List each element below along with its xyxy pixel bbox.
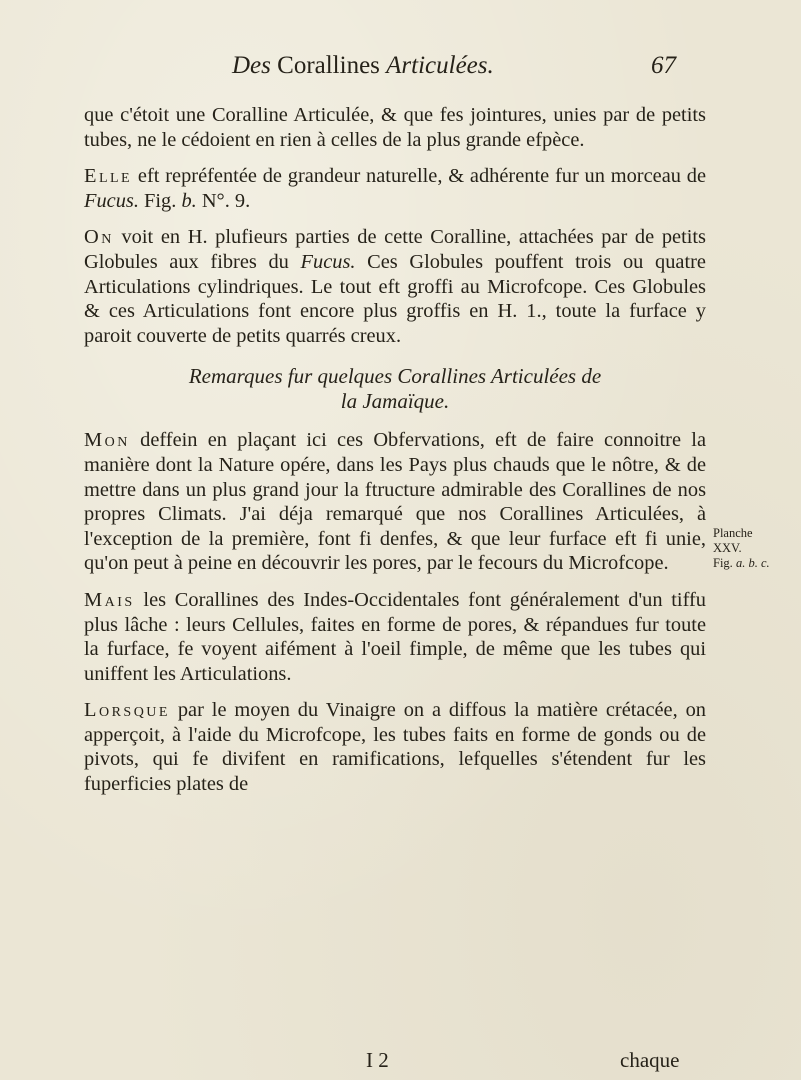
signature-mark: I 2 <box>366 1048 389 1072</box>
paragraph-3-text-a: voit en H. plufieurs parties de cette Coralline, attachées par de petits Globules aux fibres du <box>84 226 706 273</box>
page-header <box>0 52 801 92</box>
paragraph-4 <box>84 428 706 576</box>
page-number: 67 <box>651 52 676 79</box>
paragraph-5-lead: Mais <box>84 588 135 611</box>
running-title-main: Corallines <box>277 52 380 79</box>
running-title-prefix: Des <box>232 52 271 79</box>
section-heading-line-2: la Jamaïque. <box>340 389 450 414</box>
margin-note-figures <box>713 556 791 571</box>
paragraph-3-fucus: Fucus. <box>300 250 356 273</box>
paragraph-5 <box>84 588 706 686</box>
margin-note-fig-prefix: Fig. <box>713 556 736 570</box>
paragraph-2 <box>84 164 706 213</box>
paragraph-2-text-c: N°. 9. <box>196 189 251 212</box>
paragraph-1-text: que c'étoit une Coralline Articulée, & que fes jointures, unies par de petits tubes, ne le cédoient en rien à celles de la plus grande efpèce. <box>84 104 706 151</box>
margin-note-plate-number: XXV. <box>713 541 742 555</box>
paragraph-2-text-a: eft repréfentée de grandeur naturelle, & adhérente fur un morceau de <box>132 165 706 188</box>
paragraph-3 <box>84 225 706 348</box>
paragraph-2-text-b: Fig. <box>138 189 182 212</box>
margin-note-fig-letters: a. b. c. <box>735 556 770 570</box>
paragraph-2-fig-letter: b. <box>181 189 197 212</box>
section-heading <box>84 364 706 414</box>
paragraph-2-fucus: Fucus. <box>84 189 139 212</box>
margin-note <box>713 526 791 571</box>
catchword: chaque <box>620 1048 680 1072</box>
paragraph-2-lead: Elle <box>84 165 133 188</box>
paragraph-4-lead: Mon <box>84 429 130 452</box>
section-heading-line-1: Remarques fur quelques Corallines Articulées de <box>188 364 602 389</box>
paragraph-6-lead: Lorsque <box>84 699 170 722</box>
paragraph-6-text: par le moyen du Vinaigre on a diffous la matière crétacée, on apperçoit, à l'aide du Microfcope, les tubes faits en forme de gonds ou de pivots, qui fe divifent en ramifications, lefquelles s'étendent fur les fuperficies plates de <box>84 699 706 796</box>
paragraph-3-text-b: Ces Globules pouffent trois ou quatre Articulations cylindriques. Le tout eft groffi au Microfcope. Ces Globules & ces Articulations font encore plus groffis en H. 1., toute la furface y paroit couverte de petits quarrés creux. <box>84 250 706 347</box>
paragraph-5-text: les Corallines des Indes-Occidentales font généralement d'un tiffu plus lâche : leurs Cellules, faites en forme de pores, & répandues fur toute la furface, fe voyent aifément à l'oeil fimple, de même que les tubes qui uniffent les Articulations. <box>84 588 706 685</box>
paragraph-1 <box>84 103 706 152</box>
page-footer <box>0 1048 801 1078</box>
paragraph-3-lead: On <box>84 226 114 249</box>
running-title-suffix: Articulées. <box>386 52 494 79</box>
running-title <box>232 52 494 80</box>
paragraph-4-text: deffein en plaçant ici ces Obfervations, eft de faire connoitre la manière dont la Nature opére, dans les Pays plus chauds que le nôtre, & de mettre dans un plus grand jour la ftructure admirable des Corallines de nos propres Climats. J'ai déja remarqué que nos Corallines Articulées, à l'exception de la première, font fi denfes, & que leur furface eft fi unie, qu'on peut à peine en découvrir les pores, par le fecours du Microfcope. <box>84 429 706 575</box>
margin-note-plate: Planche <box>713 526 753 540</box>
body-text <box>84 103 706 797</box>
paragraph-6 <box>84 698 706 796</box>
